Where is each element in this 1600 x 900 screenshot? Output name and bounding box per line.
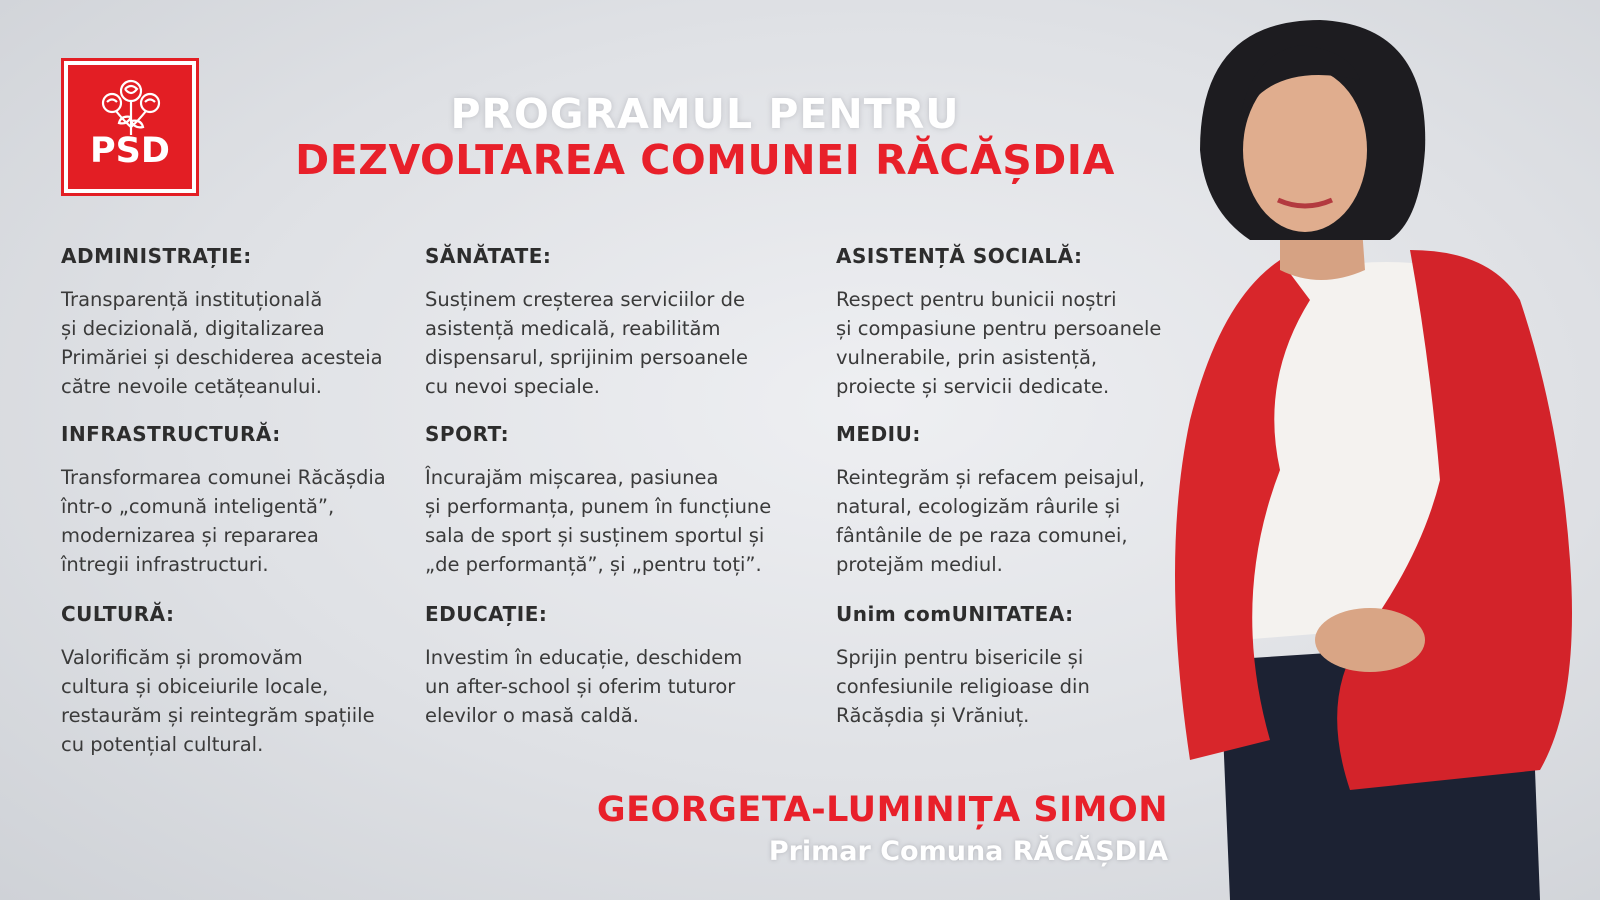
section-text: Respect pentru bunicii noștri și compasiune pentru persoanele vulnerabile, prin asistență, proiecte și servicii dedicate.	[836, 288, 1162, 398]
section-comunitate	[836, 602, 1186, 730]
section-title: EDUCAȚIE:	[425, 602, 548, 626]
section-text: Investim în educație, deschidem un after-school și oferim tuturor elevilor o masă caldă.	[425, 646, 743, 727]
section-title: Unim comUNITATEA:	[836, 602, 1074, 626]
section-text: Reintegrăm și refacem peisajul, natural, ecologizăm râurile și fântânile de pe raza comunei, protejăm mediul.	[836, 466, 1146, 576]
section-sport	[425, 422, 795, 579]
section-educatie	[425, 602, 795, 730]
section-text: Susținem creșterea serviciilor de asistență medicală, reabilităm dispensarul, sprijinim persoanele cu nevoi speciale.	[425, 288, 748, 398]
logo-label: PSD	[90, 131, 170, 171]
section-cultura	[61, 602, 416, 759]
section-title: SPORT:	[425, 422, 510, 446]
section-title: CULTURĂ:	[61, 602, 175, 626]
section-text: Transformarea comunei Răcășdia într-o „comună inteligentă”, modernizarea și repararea întregii infrastructuri.	[61, 466, 386, 576]
page-title-line1: PROGRAMUL PENTRU	[450, 90, 960, 138]
section-mediu	[836, 422, 1186, 579]
candidate-photo	[1160, 0, 1600, 900]
section-asistenta-sociala	[836, 244, 1186, 401]
section-text: Transparență instituțională și decizională, digitalizarea Primăriei și deschiderea acesteia către nevoile cetățeanului.	[61, 288, 383, 398]
candidate-role: Primar Comuna RĂCĂȘDIA	[768, 836, 1168, 867]
section-title: ADMINISTRAȚIE:	[61, 244, 252, 268]
section-text: Sprijin pentru bisericile și confesiunile religioase din Răcășdia și Vrăniuț.	[836, 646, 1090, 727]
section-title: INFRASTRUCTURĂ:	[61, 422, 281, 446]
section-sanatate	[425, 244, 795, 401]
section-title: ASISTENȚĂ SOCIALĂ:	[836, 244, 1083, 268]
section-text: Valorificăm și promovăm cultura și obiceiurile locale, restaurăm și reintegrăm spațiile cu potențial cultural.	[61, 646, 375, 756]
page-title-line2: DEZVOLTAREA COMUNEI RĂCĂȘDIA	[295, 136, 1115, 184]
section-title: SĂNĂTATE:	[425, 244, 552, 268]
hands	[1315, 608, 1425, 672]
candidate-name: GEORGETA-LUMINIȚA SIMON	[596, 790, 1168, 830]
section-administratie	[61, 244, 416, 401]
section-text: Încurajăm mișcarea, pasiunea și performanța, punem în funcțiune sala de sport și susținem sportul și „de performanță”, și „pentru toți”.	[425, 466, 772, 576]
section-title: MEDIU:	[836, 422, 921, 446]
section-infrastructura	[61, 422, 416, 579]
